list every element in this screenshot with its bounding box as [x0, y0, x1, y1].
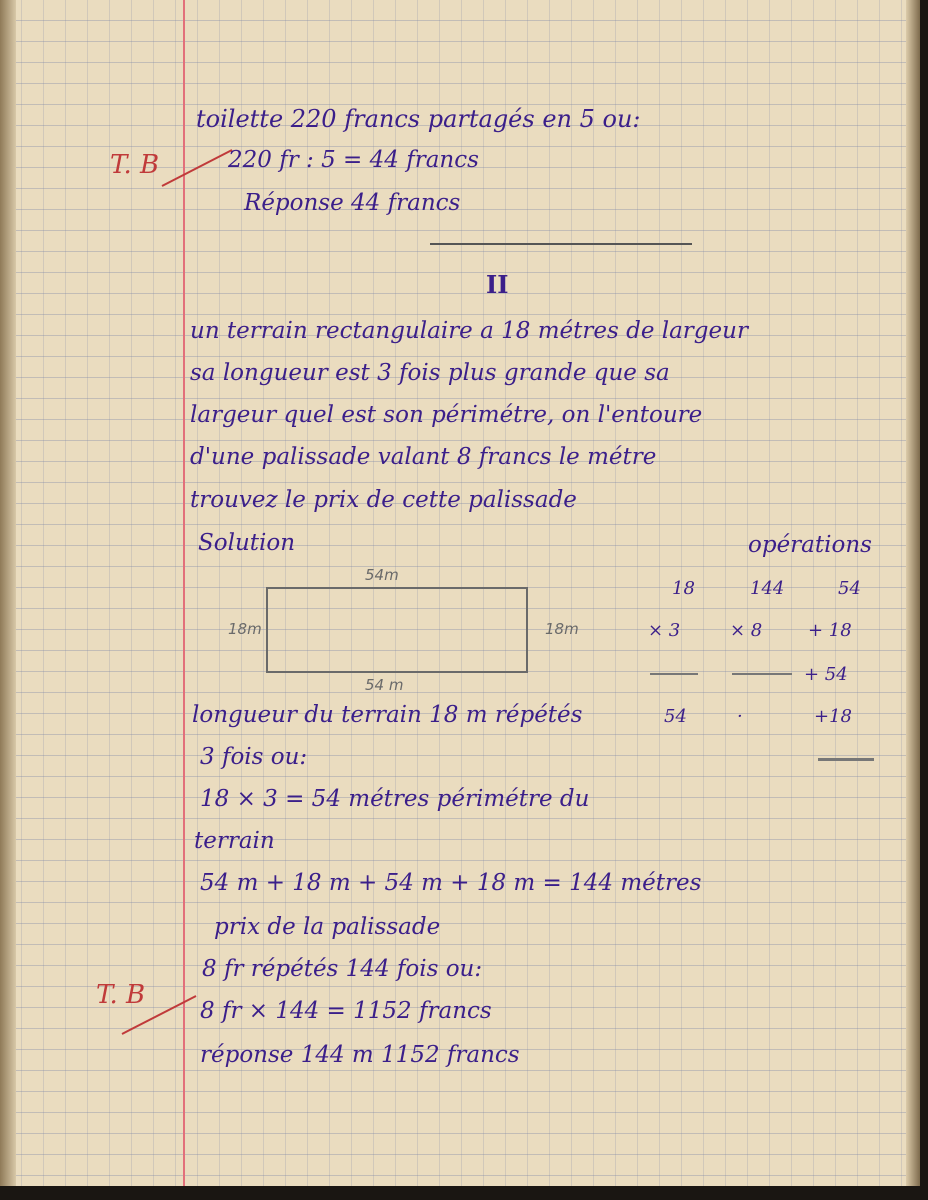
- diagram-top-label: 54m: [365, 566, 399, 584]
- solution-line-5: 54 m + 18 m + 54 m + 18 m = 144 métres: [200, 870, 702, 896]
- op2-mult: × 8: [730, 620, 763, 641]
- operations-label: opérations: [748, 532, 872, 558]
- solution-line-3: 18 × 3 = 54 métres périmétre du: [200, 786, 590, 812]
- solution-line-1: longueur du terrain 18 m répétés: [192, 702, 583, 728]
- op1-top: 18: [672, 578, 695, 599]
- solution-line-4: terrain: [194, 828, 275, 854]
- op3-line2: + 18: [808, 620, 852, 641]
- solution-label: Solution: [198, 530, 296, 556]
- section-numeral: II: [486, 270, 509, 299]
- diagram-left-label: 18m: [228, 620, 262, 638]
- problem-line-5: trouvez le prix de cette palissade: [190, 487, 577, 513]
- problem-line-2: sa longueur est 3 fois plus grande que sa: [190, 360, 670, 386]
- diagram-bottom-label: 54 m: [365, 676, 404, 694]
- op3-line3: + 54: [804, 664, 848, 685]
- op1-mult: × 3: [648, 620, 681, 641]
- solution-line-7: 8 fr répétés 144 fois ou:: [202, 956, 483, 982]
- op2-result: ·: [737, 706, 743, 727]
- problem-line-1: un terrain rectangulaire a 18 métres de largeur: [190, 318, 748, 344]
- teacher-mark-bottom: T. B: [96, 980, 146, 1010]
- op2-top: 144: [750, 578, 785, 599]
- op3-line1: 54: [838, 578, 861, 599]
- part1-line2: 220 fr : 5 = 44 francs: [228, 147, 479, 173]
- problem-line-4: d'une palissade valant 8 francs le métre: [190, 444, 657, 470]
- op1-result: 54: [664, 706, 687, 727]
- teacher-mark-top: T. B: [110, 150, 160, 180]
- solution-line-8: 8 fr × 144 = 1152 francs: [200, 998, 492, 1024]
- problem-line-3: largeur quel est son périmétre, on l'entoure: [190, 402, 703, 428]
- solution-answer: réponse 144 m 1152 francs: [200, 1042, 520, 1068]
- part1-answer: Réponse 44 francs: [244, 190, 461, 216]
- solution-line-6: prix de la palissade: [214, 914, 441, 940]
- check-stroke-bottom: [122, 996, 196, 1034]
- solution-line-2: 3 fois ou:: [200, 744, 308, 770]
- diagram-right-label: 18m: [545, 620, 579, 638]
- part1-line1: toilette 220 francs partagés en 5 ou:: [196, 105, 641, 133]
- op3-line4: +18: [814, 706, 852, 727]
- check-stroke-top: [162, 150, 232, 186]
